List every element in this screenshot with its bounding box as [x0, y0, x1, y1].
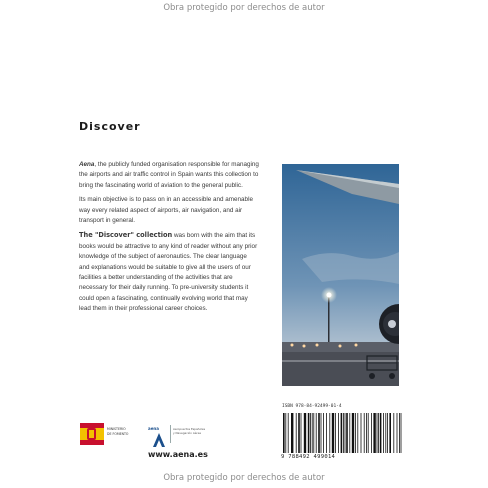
- aena-lead: Aena: [79, 161, 95, 168]
- paragraph-collection: [79, 230, 259, 314]
- collection-lead: The "Discover" collection: [79, 231, 173, 240]
- airport-night-image: [282, 164, 399, 386]
- barcode-graphic: [281, 413, 404, 457]
- ministerio-text: MINISTERIO: [107, 427, 126, 431]
- aena-logo: [147, 420, 211, 450]
- aena-small-text: aena: [148, 426, 159, 431]
- copyright-watermark-bottom: Obra protegido por derechos de autor: [163, 473, 325, 483]
- isbn-label: ISBN 978-84-92499-01-4: [282, 404, 342, 409]
- intro-rest: , the publicly funded organisation responsible for managing the airports and air traffic control in Spain wants this collection to bring the fascinating world of aviation to the general public.: [79, 161, 259, 189]
- ministerio-logo: [80, 420, 132, 450]
- aena-arrow-icon: [153, 433, 165, 447]
- paragraph-intro: [79, 160, 259, 191]
- description-text: [79, 160, 259, 319]
- svg-text:Aeropuertos Españoles: Aeropuertos Españoles: [173, 427, 206, 431]
- airport-photo: [282, 164, 399, 386]
- barcode-bars: [281, 413, 404, 453]
- collection-heading: Discover: [79, 120, 141, 133]
- website-url: www.aena.es: [148, 450, 208, 459]
- ministerio-fomento-logo: [80, 420, 132, 450]
- paragraph-objective: Its main objective is to pass on in an accessible and amenable way every related aspect of airports, air navigation, and air transport in general.: [79, 196, 253, 225]
- aena-mark-logo: [147, 420, 211, 450]
- barcode-digits: 9 788492 499014: [281, 454, 336, 460]
- collection-rest: was born with the aim that its books would be attractive to any kind of reader without any prior knowledge of the subject of aeronautics. The clear language and explanations would be suitable to give all the users of our facilities a better understanding of the activities that are necessary for their daily running. To pre-university students it could open a fascinating, continually evolving world that may lead them in their professional career choices.: [79, 232, 258, 313]
- copyright-watermark-top: Obra protegido por derechos de autor: [163, 3, 325, 13]
- fomento-text: DE FOMENTO: [107, 432, 129, 436]
- svg-text:y Navegación Aérea: y Navegación Aérea: [173, 431, 202, 435]
